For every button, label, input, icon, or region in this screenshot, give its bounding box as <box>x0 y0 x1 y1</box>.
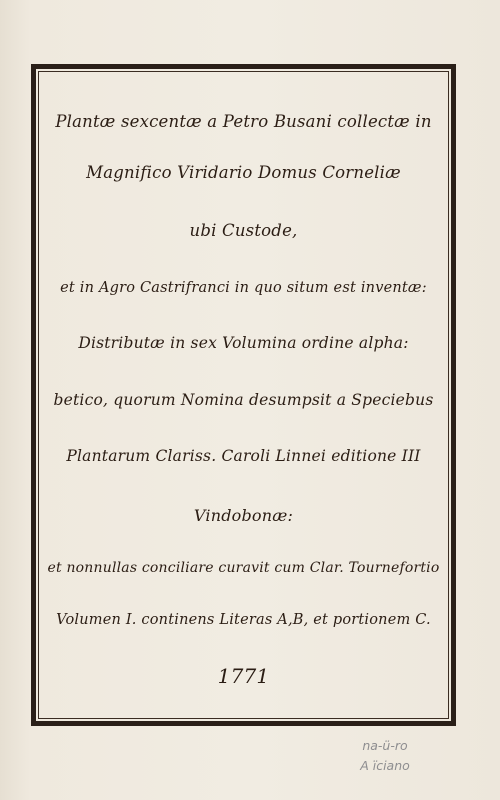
title-line-7: Plantarum Clariss. Caroli Linnei editione III <box>66 447 421 465</box>
pencil-annotation-line-2: A ïciano <box>360 758 410 773</box>
title-line-1: Plantæ sexcentæ a Petro Busani collectæ in <box>55 112 432 131</box>
title-line-8: Vindobonæ: <box>193 506 294 525</box>
pencil-annotation-line-1: na-ü-ro <box>362 738 408 753</box>
year-line: 1771 <box>217 664 270 688</box>
title-line-9: et nonnullas conciliare curavit cum Clar. Tournefortio <box>47 560 440 576</box>
title-line-4: et in Agro Castrifranci in quo situm est inventæ: <box>60 280 427 296</box>
title-line-5: Distributæ in sex Volumina ordine alpha: <box>78 334 409 352</box>
title-line-10: Volumen I. continens Literas A,B, et portionem C. <box>56 612 431 628</box>
title-line-3: ubi Custode, <box>189 221 298 240</box>
title-line-6: betico, quorum Nomina desumpsit a Speciebus <box>53 391 434 409</box>
title-line-2: Magnifico Viridario Domus Corneliæ <box>86 163 401 182</box>
